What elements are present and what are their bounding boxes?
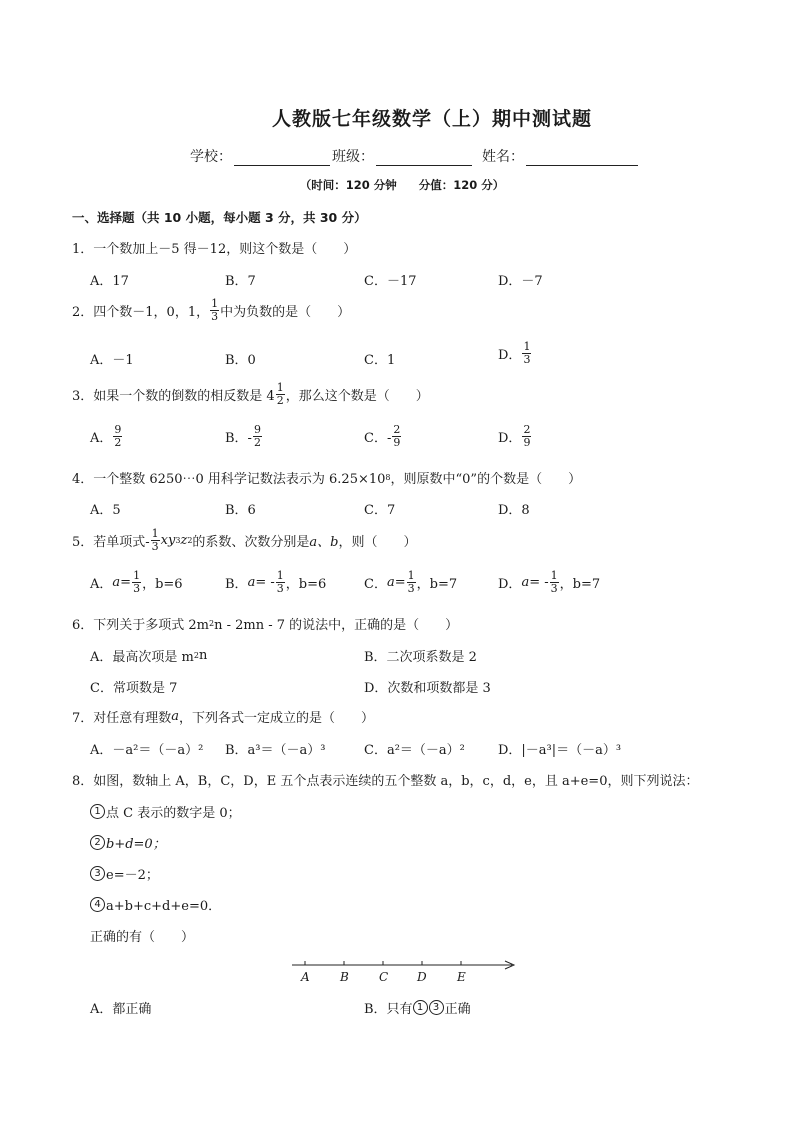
circled-number-icon: 3 [90,866,105,881]
q4-option-a: A．5 [90,503,121,518]
question-7: 7．对任意有理数 a ，下列各式一定成立的是（ ） [72,709,375,726]
q6-option-c: C．常项数是 7 [90,681,178,696]
q7-option-b: B．a³＝（－a）³ [225,743,326,758]
q7-option-c: C．a²＝（－a）² [364,743,465,758]
question-8: 8．如图，数轴上 A，B，C，D，E 五个点表示连续的五个整数 a，b，c，d，e，且 a+e=0，则下列说法： [72,774,699,789]
school-label: 学校： [190,149,232,165]
number-line-figure [290,955,520,985]
q1-option-d: D．－7 [498,274,543,289]
q1-option-c: C．－17 [364,274,417,289]
q6-option-b: B．二次项系数是 2 [364,650,477,665]
q6-option-d: D．次数和项数都是 3 [364,681,491,696]
q2-option-d: D． $\frac{1}{3}$ [498,340,531,366]
exam-meta [0,177,794,193]
question-4: 4．一个整数 6250⋯0 用科学记数法表示为 6.25×10 8 ，则原数中“0”的个数是（ ） [72,472,582,487]
q8-statement-2: 2 b+d=0； [90,833,166,852]
q6-option-a: A．最高次项是 m 2 n [90,648,208,665]
q3-option-d: D． $\frac{2}{9}$ [498,423,531,449]
q7-option-a: A．－a²＝（－a）² [90,743,204,758]
circled-number-icon: 4 [90,897,105,912]
circled-number-icon: 3 [429,1000,444,1015]
q2-option-a: A．－1 [90,353,134,368]
q1-option-a: A．17 [90,274,129,289]
q5-option-c: C． a = $\frac{1}{3}$ ，b=7 [364,569,458,595]
q7-option-d: D．|－a³|＝（－a）³ [498,743,622,758]
point-label-d: D [417,970,427,984]
q3-option-b: B．- $\frac{9}{2}$ [225,423,261,449]
class-label: 班级： [332,149,374,165]
q2-option-c: C．1 [364,353,396,368]
q8-statement-1: 1 点 C 表示的数字是 0； [90,802,241,821]
q1-option-b: B．7 [225,274,256,289]
q8-statement-3: 3 e=－2； [90,864,159,883]
q8-option-a: A．都正确 [90,1002,152,1017]
q8-ask: 正确的有（ ） [90,930,195,945]
point-label-c: C [379,970,389,984]
point-label-a: A [301,970,310,984]
q4-option-c: C．7 [364,503,396,518]
page-title: 人教版七年级数学（上）期中测试题 [271,108,592,130]
question-6: 6．下列关于多项式 2m 2 n - 2mn - 7 的说法中，正确的是（ ） [72,618,459,633]
q3-option-c: C．- $\frac{2}{9}$ [364,423,401,449]
circled-number-icon: 2 [90,835,105,850]
score-info: 分值：120 分） [418,178,505,192]
q8-option-b: B．只有 1 3 正确 [364,1002,471,1017]
question-2: 2．四个数－1，0，1， $\frac{1}{3}$ 中为负数的是（ ） [72,297,351,323]
circled-number-icon: 1 [90,804,105,819]
question-3: 3．如果一个数的倒数的相反数是 4 $\frac{1}{2}$ ，那么这个数是（ ） [72,381,429,407]
name-blank[interactable] [526,151,638,166]
point-label-b: B [340,970,349,984]
circled-number-icon: 1 [413,1000,428,1015]
student-info [190,146,640,166]
section-heading: 一、选择题（共 10 小题，每小题 3 分，共 30 分） [72,210,367,225]
question-1: 1．一个数加上－5 得－12，则这个数是（ ） [72,242,357,257]
q5-option-d: D． a = - $\frac{1}{3}$ ，b=7 [498,569,601,595]
time-info: （时间：120 分钟 [299,178,397,192]
q4-option-d: D．8 [498,503,530,518]
point-label-e: E [457,970,466,984]
school-blank[interactable] [234,151,330,166]
q5-option-b: B． a = - $\frac{1}{3}$ ，b=6 [225,569,327,595]
question-5: 5．若单项式- $\frac{1}{3}$ xy 3 z 2 的系数、次数分别是 a、b ，则（ ） [72,527,417,553]
name-label: 姓名： [482,149,524,165]
q4-option-b: B．6 [225,503,256,518]
q5-option-a: A． a = $\frac{1}{3}$ ，b=6 [90,569,183,595]
q8-statement-4: 4 a+b+c+d+e=0． [90,895,221,914]
class-blank[interactable] [376,151,472,166]
q2-option-b: B．0 [225,353,256,368]
q3-option-a: A． $\frac{9}{2}$ [90,423,122,449]
number-line-axis [290,955,520,971]
